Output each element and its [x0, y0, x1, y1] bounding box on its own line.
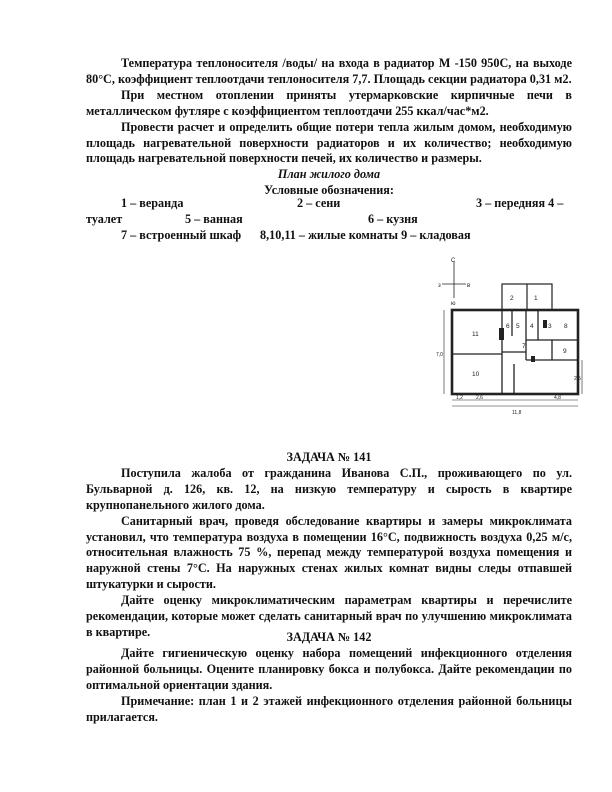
- room-3: 3: [548, 323, 552, 330]
- compass-n: С: [451, 258, 456, 264]
- legend-item-7: 7 – встроенный шкаф: [121, 228, 242, 242]
- house-inner-walls: [452, 310, 578, 394]
- dim-left-2: 2,6: [476, 395, 483, 401]
- compass-s: ю: [451, 301, 456, 307]
- task-141: [86, 450, 572, 641]
- intro-paragraph-2: При местном отоплении приняты утермарковские кирпичные печи в металлическом футляре с коэффициентом теплоотдачи 255 ккал/час*м2.: [86, 87, 572, 118]
- task-142-paragraph-1: Дайте гигиеническую оценку набора помещений инфекционного отделения районной больницы. Оцените планировку бокса и полубокса. Дайте рекомендации по оптимальной ориентации здания.: [86, 645, 572, 692]
- task-142-paragraph-2: Примечание: план 1 и 2 этажей инфекционного отделения районной больницы прилагается.: [86, 693, 572, 724]
- task-142-title: ЗАДАЧА № 142: [286, 630, 372, 644]
- dimension-lines: [444, 310, 582, 406]
- legend-item-5: 5 – ванная: [185, 212, 243, 226]
- task-141-paragraph-2: Санитарный врач, проведя обследование квартиры и замеры микроклимата установил, что температура воздуха в помещении 16°С, подвижность воздуха 0,25 м/с, относительная влажность 75 %, перепад между температурой воздуха помещения и наружной стены 7°С. На наружных стенах жилых комнат видны следы отпавшей штукатурки и сырости.: [86, 513, 572, 592]
- task-intro: [86, 56, 572, 199]
- intro-paragraph-1: Температура теплоносителя /воды/ на входа в радиатор М -150 950С, на выходе 80°С, коэффициент теплоотдачи теплоносителя 7,7. Площадь секции радиатора 0,31 м2.: [86, 56, 572, 86]
- room-7: 7: [522, 343, 526, 350]
- task-141-paragraph-1: Поступила жалоба от гражданина Иванова С.П., проживающего по ул. Бульварной д. 126, кв. 12, на низкую температуру и сырость в квартире крупнопанельного жилого дома.: [86, 465, 572, 512]
- room-8: 8: [564, 323, 568, 330]
- legend-item-2: 2 – сени: [297, 196, 341, 210]
- compass-icon: [442, 262, 466, 298]
- task-142: [86, 630, 572, 725]
- compass-w: з: [438, 283, 441, 289]
- room-4: 4: [530, 323, 534, 330]
- task-141-paragraph-3: Дайте оценку микроклиматическим параметрам квартиры и перечислите рекомендации, которые может сделать санитарный врач по улучшению микроклимата в квартире.: [86, 593, 572, 639]
- compass-e: в: [467, 283, 471, 289]
- legend-item-6: 6 – кузня: [368, 212, 418, 226]
- plan-title: План жилого дома: [277, 167, 381, 182]
- room-9: 9: [563, 348, 567, 355]
- legend: [86, 196, 572, 244]
- dim-total: 11,8: [512, 410, 522, 416]
- legend-title: Условные обозначения:: [264, 183, 394, 198]
- room-5: 5: [516, 323, 520, 330]
- legend-item-1: 1 – веранда: [121, 196, 184, 210]
- room-1: 1: [534, 295, 538, 302]
- task-141-title: ЗАДАЧА № 141: [286, 450, 372, 464]
- room-6: 6: [506, 323, 510, 330]
- legend-item-8: 8,10,11 – жилые комнаты 9 – кладовая: [260, 228, 471, 242]
- room-11: 11: [472, 331, 479, 338]
- dim-height: 7,0: [436, 352, 443, 358]
- room-10: 10: [472, 371, 480, 378]
- legend-item-4: туалет: [86, 212, 123, 226]
- room-2: 2: [510, 295, 514, 302]
- dim-left-1: 1,2: [456, 395, 463, 401]
- dim-right-bottom: 4,8: [554, 395, 561, 401]
- intro-paragraph-3: Провести расчет и определить общие потери тепла жилым домом, необходимую площадь нагревательной поверхности радиаторов и их количество; необходимую площадь нагревательной поверхности печей, их количество и размеры.: [86, 119, 572, 166]
- dim-side: 2,5: [574, 376, 581, 382]
- floor-plan-drawing: [436, 256, 586, 418]
- legend-item-3: 3 – передняя 4 –: [476, 196, 564, 210]
